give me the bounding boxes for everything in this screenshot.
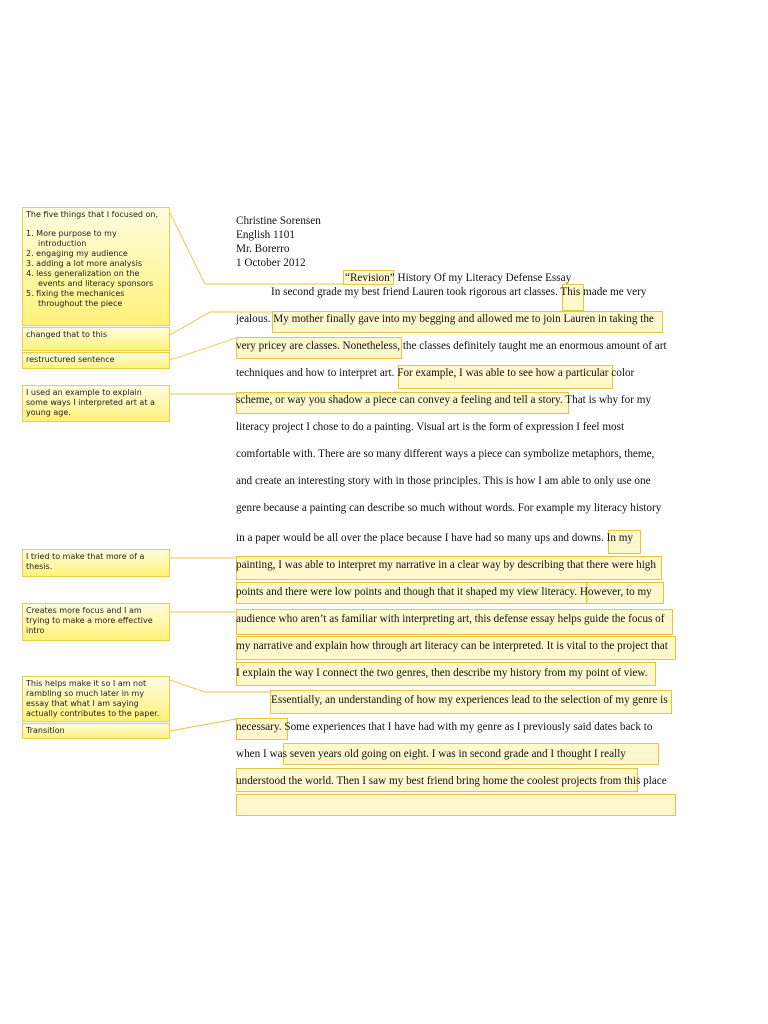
comment-list-item: 1. More purpose to my introduction — [26, 229, 117, 248]
body-line: understood the world. Then I saw my best friend bring home the coolest projects from this place — [236, 775, 667, 787]
comment-list-item: 5. fixing the mechanices throughout the piece — [26, 289, 125, 308]
comment-transition[interactable] — [22, 723, 170, 739]
author-name: Christine Sorensen — [236, 215, 321, 227]
essay-date: 1 October 2012 — [236, 257, 306, 269]
comment-text: Creates more focus and I am trying to make a more effective intro — [26, 606, 153, 635]
comment-text: I tried to make that more of a thesis. — [26, 552, 145, 571]
body-line: techniques and how to interpret art. For example, I was able to see how a particular color — [236, 367, 635, 379]
comment-list-item: 3. adding a lot more analysis — [26, 259, 143, 268]
highlight-understood[interactable] — [236, 794, 676, 816]
body-line: genre because a painting can describe so much without words. For example my literacy history — [236, 502, 662, 514]
comment-more-focus[interactable] — [22, 603, 170, 641]
body-line: my narrative and explain how through art literacy can be interpreted. It is vital to the project that — [236, 640, 668, 652]
body-line: Essentially, an understanding of how my experiences lead to the selection of my genre is — [271, 694, 668, 706]
comment-used-example[interactable] — [22, 385, 170, 422]
comment-more-thesis[interactable] — [22, 549, 170, 577]
course-name: English 1101 — [236, 229, 295, 241]
title-prefix: “Revision” — [345, 272, 395, 284]
comment-text: I used an example to explain some ways I interpreted art at a young age. — [26, 388, 155, 417]
comment-changed-that[interactable] — [22, 327, 170, 351]
body-line: painting, I was able to interpret my narrative in a clear way by describing that there were high — [236, 559, 656, 571]
body-line: in a paper would be all over the place because I have had so many ups and downs. In my — [236, 532, 634, 544]
title-rest: History Of my Literacy Defense Essay — [394, 272, 572, 284]
body-line: when I was seven years old going on eight. I was in second grade and I thought I really — [236, 748, 626, 760]
comment-text: This helps make it so I am not rambling so much later in my essay that what I am saying actually contributes to the paper. — [26, 679, 160, 718]
leader-line-3 — [170, 338, 236, 360]
essay-title — [345, 272, 571, 284]
comment-text: restructured sentence — [26, 355, 115, 364]
body-line: very pricey are classes. Nonetheless, the classes definitely taught me an enormous amount of art — [236, 340, 667, 352]
body-line: I explain the way I connect the two genres, then describe my history from my point of view. — [236, 667, 648, 679]
body-line: In second grade my best friend Lauren took rigorous art classes. This made me very — [271, 286, 647, 298]
comment-intro: The five things that I focused on, — [26, 210, 159, 219]
comment-text: changed that to this — [26, 330, 108, 339]
body-line: literacy project I chose to do a painting. Visual art is the form of expression I feel most — [236, 421, 625, 433]
body-line: comfortable with. There are so many different ways a piece can symbolize metaphors, theme, — [236, 448, 655, 460]
comment-list-item: 2. engaging my audience — [26, 249, 128, 258]
comment-list-item: 4. less generalization on the events and literacy sponsors — [26, 269, 154, 288]
body-line: points and there were low points and though that it shaped my view literacy. However, to my — [236, 586, 652, 598]
body-line: necessary. Some experiences that I have had with my genre as I previously said dates back to — [236, 721, 653, 733]
comment-not-rambling[interactable] — [22, 676, 170, 722]
body-line: scheme, or way you shadow a piece can convey a feeling and tell a story. That is why for my — [236, 394, 652, 406]
teacher-name: Mr. Borerro — [236, 243, 290, 255]
comment-five-things[interactable] — [22, 207, 170, 326]
comment-restructured-sentence[interactable] — [22, 352, 170, 369]
body-line: audience who aren’t as familiar with interpreting art, this defense essay helps guide the focus of — [236, 613, 665, 625]
leader-line-8 — [170, 719, 236, 731]
comment-list — [26, 229, 166, 309]
comment-text: Transition — [26, 726, 65, 735]
body-line: and create an interesting story with in those principles. This is how I am able to only use one — [236, 475, 651, 487]
body-line: jealous. My mother finally gave into my begging and allowed me to join Lauren in taking the — [236, 313, 654, 325]
